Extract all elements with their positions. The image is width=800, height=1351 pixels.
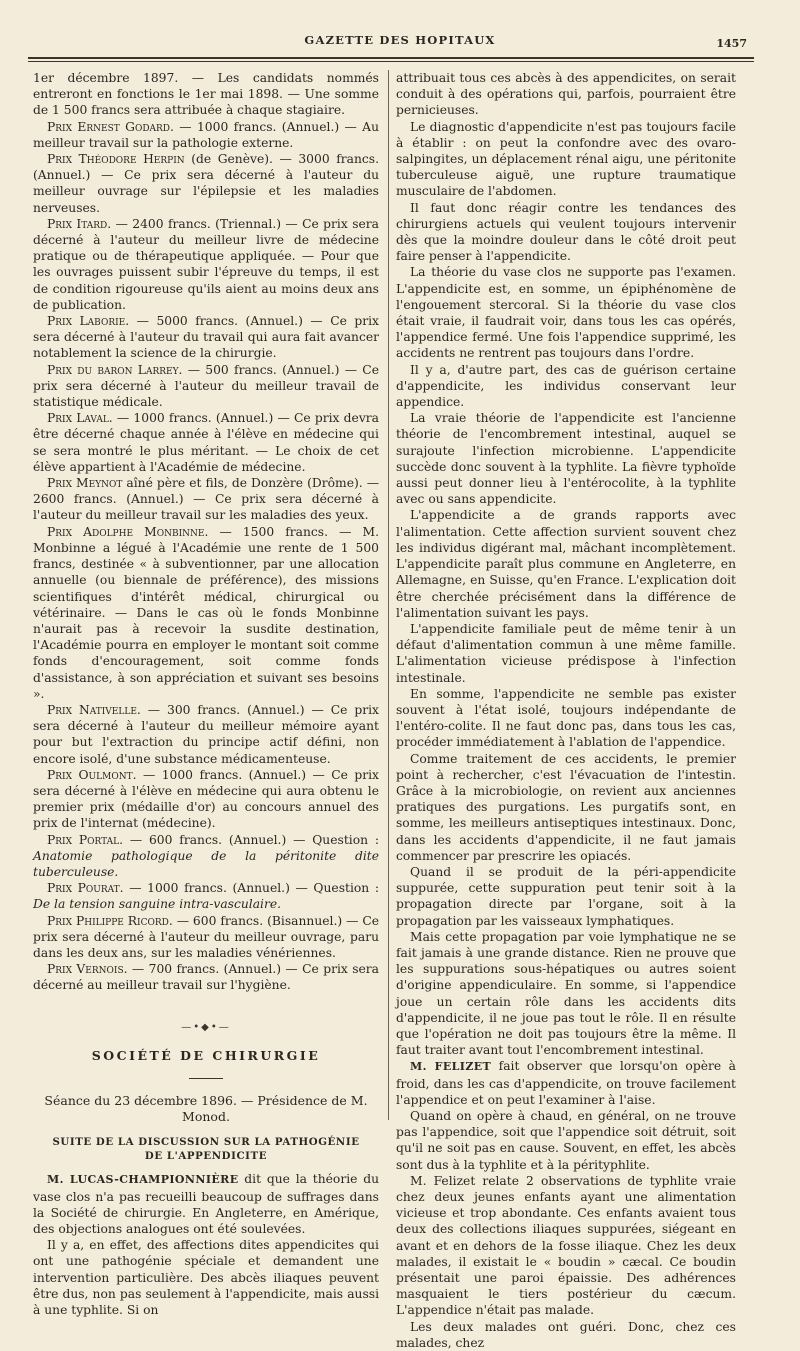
body-paragraph: En somme, l'appendicite ne semble pas exister souvent à l'état isolé, toujours indépendante de l'entéro-colite. Il ne faut donc pas, dans tous les cas, procéder immédiatement à l'ablation de l'appendice. xyxy=(396,686,736,750)
right-column xyxy=(396,70,736,1351)
body-paragraph: M. Felizet relate 2 observations de typhlite vraie chez deux jeunes enfants ayant une alimentation vicieuse et trop abondante. Ces enfants avaient tous deux des collections iliaques suppurées, siégeant en avant et en dehors de la fosse iliaque. Chez les deux malades, il existait le « boudin » cæcal. Ce boudin présentait une paroi épaissie. Des adhérences masquaient le tiers postérieur du cæcum. L'appendice n'était pas malade. xyxy=(396,1173,736,1318)
body-paragraph: Le diagnostic d'appendicite n'est pas toujours facile à établir : on peut la confondre avec des ovaro-salpingites, un déplacement rénal aigu, une péritonite tuberculeuse aiguë, une rupture traumatique musculaire de l'abdomen. xyxy=(396,119,736,199)
speaker-name: M. LUCAS-CHAMPIONNIÈRE xyxy=(47,1173,239,1187)
prize-name: Prix du baron Larrey. xyxy=(47,362,183,377)
prize-name: Prix Oulmont. xyxy=(47,767,137,782)
section-rule xyxy=(189,1078,223,1079)
prize-paragraph: 1er décembre 1897. — Les candidats nommés entreront en fonctions le 1er mai 1898. — Une somme de 1 500 francs sera attribuée à chaque stagiaire. xyxy=(33,71,379,118)
body-paragraph: L'appendicite familiale peut de même tenir à un défaut d'alimentation commun à une même famille. L'alimentation vicieuse prédispose à l'infection intestinale. xyxy=(396,621,736,685)
body-paragraph: Il faut donc réagir contre les tendances des chirurgiens actuels qui veulent toujours intervenir dès que la moindre douleur dans le côté droit peut faire penser à l'appendicite. xyxy=(396,200,736,264)
prize-paragraph: Prix Laborie. — 5000 francs. (Annuel.) — Ce prix sera décerné à l'auteur du travail qui aura fait avancer notablement la science de la chirurgie. xyxy=(33,314,379,361)
prize-name: Prix Itard. xyxy=(47,216,112,231)
prize-paragraph: Prix du baron Larrey. — 500 francs. (Annuel.) — Ce prix sera décerné à l'auteur du meilleur travail de statistique médicale. xyxy=(33,362,379,410)
prize-paragraph: Prix Ernest Godard. — 1000 francs. (Annuel.) — Au meilleur travail sur la pathologie externe. xyxy=(33,119,379,150)
prize-pourat: Prix Pourat. — 1000 francs. (Annuel.) — Question : De la tension sanguine intra-vasculaire. xyxy=(33,881,379,912)
prize-list xyxy=(33,70,379,832)
column-separator xyxy=(388,70,389,1120)
body-paragraph: Comme traitement de ces accidents, le premier point à rechercher, c'est l'évacuation de l'intestin. Grâce à la microbiologie, on revient aux anciennes pratiques des purgations. Les purgatifs sont, en somme, les meilleurs antiseptiques intestinaux. Donc, dans les accidents d'appendicite, il ne faut jamais commencer par prescrire les opiacés. xyxy=(396,751,736,863)
seance-line: Séance du 23 décembre 1896. — Présidence de M. Monod. xyxy=(44,1092,368,1125)
body-paragraph: Mais cette propagation par voie lymphatique ne se fait jamais à une grande distance. Rien ne prouve que les suppurations sous-hépatiques ou autres soient d'origine appendiculaire. En somme, si l'appendice joue un certain rôle dans les accidents dits d'appendicite, il ne joue pas tout le rôle. Il en résulte que l'opération ne doit pas toujours être la même. Il faut traiter avant tout l'encombrement intestinal. xyxy=(396,929,736,1058)
prize-name: Prix Philippe Ricord. xyxy=(47,913,173,928)
body-paragraph: L'appendicite a de grands rapports avec l'alimentation. Cette affection survient souvent chez les individus digérant mal, mâchant incomplètement. L'appendicite paraît plus commune en Angleterre, en Allemagne, en Suisse, qu'en France. L'explication doit être cherchée précisément dans la différence de l'alimentation suivant les pays. xyxy=(396,508,736,620)
prize-name: Prix Laval. xyxy=(47,411,113,426)
discussion-text-end xyxy=(396,1108,736,1351)
prize-portal: Prix Portal. — 600 francs. (Annuel.) — Question : Anatomie pathologique de la péritonite dite tuberculeuse. xyxy=(33,832,379,879)
body-paragraph: Il y a, d'autre part, des cas de guérison certaine d'appendicite, les individus conservant leur appendice. xyxy=(396,362,736,410)
header-rule xyxy=(28,57,754,59)
prize-name: Prix Adolphe Monbinne. xyxy=(47,524,209,539)
prize-paragraph: Prix Nativelle. — 300 francs. (Annuel.) — Ce prix sera décerné à l'auteur du meilleur mémoire ayant pour but l'extraction du principe actif défini, non encore isolé, d'une substance médicamenteuse. xyxy=(33,702,379,766)
body-paragraph: Quand il se produit de la péri-appendicite suppurée, cette suppuration peut tenir soit à la propagation directe par l'organe, soit à la propagation par les vaisseaux lymphatiques. xyxy=(396,864,736,928)
body-paragraph: Les deux malades ont guéri. Donc, chez ces malades, chez xyxy=(396,1319,736,1350)
subsection-title: SUITE DE LA DISCUSSION SUR LA PATHOGÉNIE DE L'APPENDICITE xyxy=(52,1136,360,1163)
prize-paragraph: Prix Itard. — 2400 francs. (Triennal.) — Ce prix sera décerné à l'auteur du meilleur livre de médecine pratique ou de thérapeutique appliquée. — Pour que les ouvrages puissent subir l'épreuve du temps, il est de condition rigoureuse qu'ils aient au moins deux ans de publication. xyxy=(33,216,379,312)
running-header: GAZETTE DES HOPITAUX xyxy=(304,33,496,47)
prize-paragraph: Prix Oulmont. — 1000 francs. (Annuel.) — Ce prix sera décerné à l'élève en médecine qui aura obtenu le premier prix (médaille d'or) au concours annuel des prix de l'internat (médecine). xyxy=(33,767,379,831)
prize-list-end xyxy=(33,913,379,994)
prize-name: Prix Vernois. xyxy=(47,962,128,977)
prize-name: Prix Meynot xyxy=(47,476,123,491)
prize-paragraph: Prix Laval. — 1000 francs. (Annuel.) — Ce prix devra être décerné chaque année à l'élève en médecine qui se sera montré le plus méritant. — Le choix de cet élève appartient à l'Académie de médecine. xyxy=(33,411,379,474)
speaker-name: M. FELIZET xyxy=(410,1060,492,1074)
body-paragraph: La théorie du vase clos ne supporte pas l'examen. L'appendicite est, en somme, un épiphénomène de l'engouement stercoral. Si la théorie du vase clos était vraie, il faudrait voir, dans tous les cas opérés, l'appendice fermé. Une fois l'appendice supprimé, les accidents ne rentrent pas toujours dans l'ordre. xyxy=(396,265,736,361)
page-number: 1457 xyxy=(716,37,747,50)
prize-name: Prix Théodore Herpin xyxy=(47,152,185,167)
prize-name: Prix Nativelle. xyxy=(47,702,141,717)
prize-name: Prix Laborie. xyxy=(47,314,130,329)
speaker-paragraph: M. LUCAS-CHAMPIONNIÈRE dit que la théorie du vase clos n'a pas recueilli beaucoup de suffrages dans la Société de chirurgie. En Angleterre, en Amérique, des objections analogues ont été soulevées. xyxy=(33,1172,379,1236)
section-ornament: —•◆•— xyxy=(181,1021,231,1033)
section-title: SOCIÉTÉ DE CHIRURGIE xyxy=(91,1047,321,1063)
speaker-paragraph-felizet: M. FELIZET fait observer que lorsqu'on opère à froid, dans les cas d'appendicite, on trouve facilement l'appendice et on peut l'examiner à l'aise. xyxy=(396,1059,736,1107)
prize-paragraph: Prix Théodore Herpin (de Genève). — 3000 francs. (Annuel.) — Ce prix sera décerné à l'auteur du meilleur ouvrage sur l'épilepsie et les maladies nerveuses. xyxy=(33,152,379,215)
discussion-text xyxy=(396,70,736,1058)
header-rule-thin xyxy=(28,61,754,62)
prize-paragraph: Prix Meynot aîné père et fils, de Donzère (Drôme). — 2600 francs. (Annuel.) — Ce prix sera décerné à l'auteur du meilleur travail sur les maladies des yeux. xyxy=(33,476,379,523)
left-column xyxy=(33,70,379,1318)
body-paragraph: attribuait tous ces abcès à des appendicites, on serait conduit à des opérations qui, parfois, pourraient être pernicieuses. xyxy=(396,71,736,118)
prize-name: Prix Ernest Godard. xyxy=(47,119,174,134)
prize-paragraph: Prix Philippe Ricord. — 600 francs. (Bisannuel.) — Ce prix sera décerné à l'auteur du meilleur ouvrage, paru dans les deux ans, sur les maladies vénériennes. xyxy=(33,913,380,960)
body-paragraph: Il y a, en effet, des affections dites appendicites qui ont une pathogénie spéciale et demandent une intervention particulière. Des abcès iliaques peuvent être dus, non pas seulement à l'appendicite, mais aussi à une typhlite. Si on xyxy=(33,1238,379,1318)
prize-paragraph: Prix Vernois. — 700 francs. (Annuel.) — Ce prix sera décerné au meilleur travail sur l'hygiène. xyxy=(33,962,380,993)
body-paragraph: Quand on opère à chaud, en général, on ne trouve pas l'appendice, soit que l'appendice soit détruit, soit qu'il ne soit pas en cause. Souvent, en effet, les abcès sont dus à la typhlite et à la pérityphlite. xyxy=(396,1109,736,1172)
prize-paragraph: Prix Adolphe Monbinne. — 1500 francs. — M. Monbinne a légué à l'Académie une rente de 1 500 francs, destinée « à subventionner, par une allocation annuelle (ou biennale de préférence), des missions scientifiques d'intérêt médical, chirurgical ou vétérinaire. — Dans le cas où le fonds Monbinne n'aurait pas à recevoir la susdite destination, l'Académie pourra en employer le montant soit comme fonds d'encouragement, soit comme fonds d'assistance, à son appréciation et suivant ses besoins ». xyxy=(33,524,379,701)
body-paragraph: La vraie théorie de l'appendicite est l'ancienne théorie de l'encombrement intestinal, auquel se surajoute l'infection microbienne. L'appendicite succède donc souvent à la typhlite. La fièvre typhoïde aussi peut donner lieu à l'entérocolite, à la typhlite avec ou sans appendicite. xyxy=(396,411,736,507)
